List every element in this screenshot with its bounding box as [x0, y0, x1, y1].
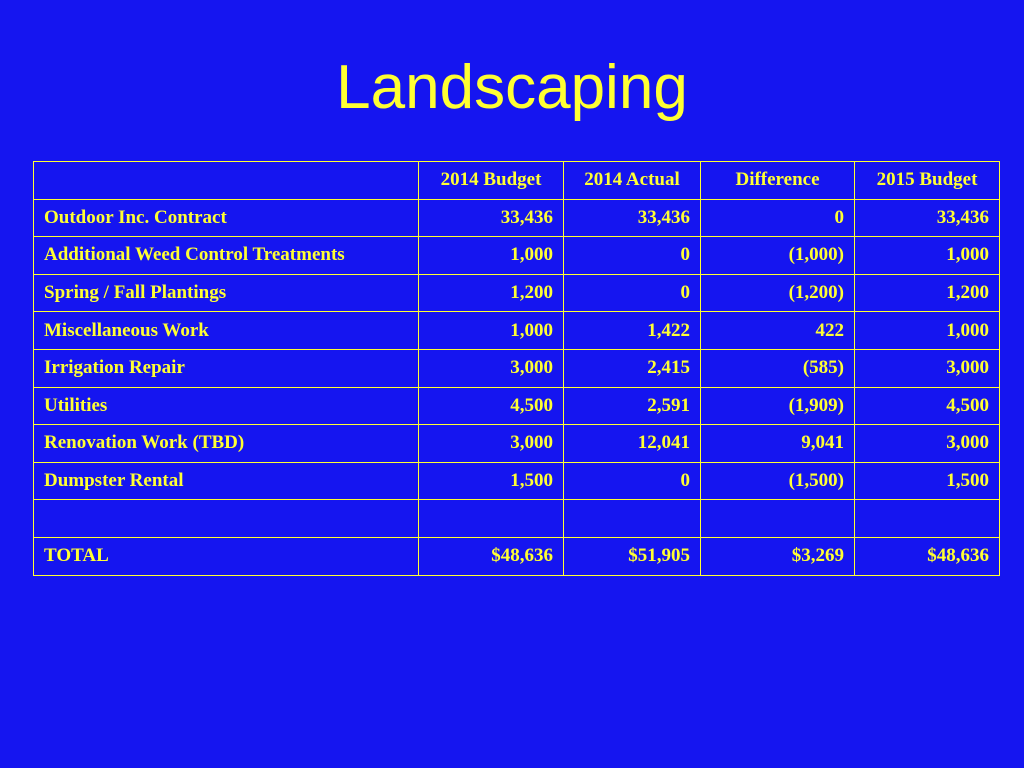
budget-table [33, 161, 1000, 576]
row-label: Utilities [34, 387, 419, 425]
cell-2015-budget: 4,500 [855, 387, 1000, 425]
row-label: Spring / Fall Plantings [34, 274, 419, 312]
cell-2014-actual: 2,591 [564, 387, 701, 425]
cell-difference: (1,500) [701, 462, 855, 500]
cell-2014-budget [419, 500, 564, 538]
cell-2014-budget: 4,500 [419, 387, 564, 425]
cell-2015-budget [855, 500, 1000, 538]
row-label: Renovation Work (TBD) [34, 425, 419, 463]
cell-2014-actual: 0 [564, 237, 701, 275]
row-label [34, 500, 419, 538]
header-cell-item [34, 162, 419, 200]
cell-2014-actual: 0 [564, 274, 701, 312]
total-2014-budget: $48,636 [419, 537, 564, 575]
cell-2015-budget: 1,500 [855, 462, 1000, 500]
header-cell-2014-actual: 2014 Actual [564, 162, 701, 200]
cell-2014-actual [564, 500, 701, 538]
table-row [34, 274, 1000, 312]
cell-2014-budget: 1,000 [419, 312, 564, 350]
cell-2014-budget: 1,500 [419, 462, 564, 500]
cell-difference: (1,200) [701, 274, 855, 312]
cell-2015-budget: 1,000 [855, 237, 1000, 275]
cell-2014-actual: 2,415 [564, 349, 701, 387]
table-row [34, 349, 1000, 387]
cell-difference: 0 [701, 199, 855, 237]
cell-2014-actual: 12,041 [564, 425, 701, 463]
header-cell-2015-budget: 2015 Budget [855, 162, 1000, 200]
cell-2015-budget: 1,000 [855, 312, 1000, 350]
cell-2015-budget: 33,436 [855, 199, 1000, 237]
cell-2014-actual: 33,436 [564, 199, 701, 237]
row-label: Dumpster Rental [34, 462, 419, 500]
cell-2015-budget: 3,000 [855, 349, 1000, 387]
table-row [34, 199, 1000, 237]
table-row [34, 312, 1000, 350]
cell-2014-actual: 0 [564, 462, 701, 500]
row-label: Irrigation Repair [34, 349, 419, 387]
total-2014-actual: $51,905 [564, 537, 701, 575]
table-row-empty [34, 500, 1000, 538]
cell-difference: (1,909) [701, 387, 855, 425]
header-cell-difference: Difference [701, 162, 855, 200]
cell-2014-budget: 3,000 [419, 349, 564, 387]
table-row [34, 387, 1000, 425]
row-label: Miscellaneous Work [34, 312, 419, 350]
cell-2014-actual: 1,422 [564, 312, 701, 350]
table-header-row [34, 162, 1000, 200]
total-difference: $3,269 [701, 537, 855, 575]
table-row [34, 237, 1000, 275]
header-cell-2014-budget: 2014 Budget [419, 162, 564, 200]
cell-difference: (1,000) [701, 237, 855, 275]
table-row-total [34, 537, 1000, 575]
cell-2014-budget: 1,000 [419, 237, 564, 275]
table-row [34, 425, 1000, 463]
row-label: Additional Weed Control Treatments [34, 237, 419, 275]
total-2015-budget: $48,636 [855, 537, 1000, 575]
table-row [34, 462, 1000, 500]
cell-2015-budget: 1,200 [855, 274, 1000, 312]
cell-difference: 422 [701, 312, 855, 350]
cell-2014-budget: 33,436 [419, 199, 564, 237]
cell-2014-budget: 3,000 [419, 425, 564, 463]
slide-title: Landscaping [336, 53, 688, 122]
cell-difference: 9,041 [701, 425, 855, 463]
cell-difference: (585) [701, 349, 855, 387]
row-label: Outdoor Inc. Contract [34, 199, 419, 237]
cell-2014-budget: 1,200 [419, 274, 564, 312]
cell-difference [701, 500, 855, 538]
total-label: TOTAL [34, 537, 419, 575]
cell-2015-budget: 3,000 [855, 425, 1000, 463]
